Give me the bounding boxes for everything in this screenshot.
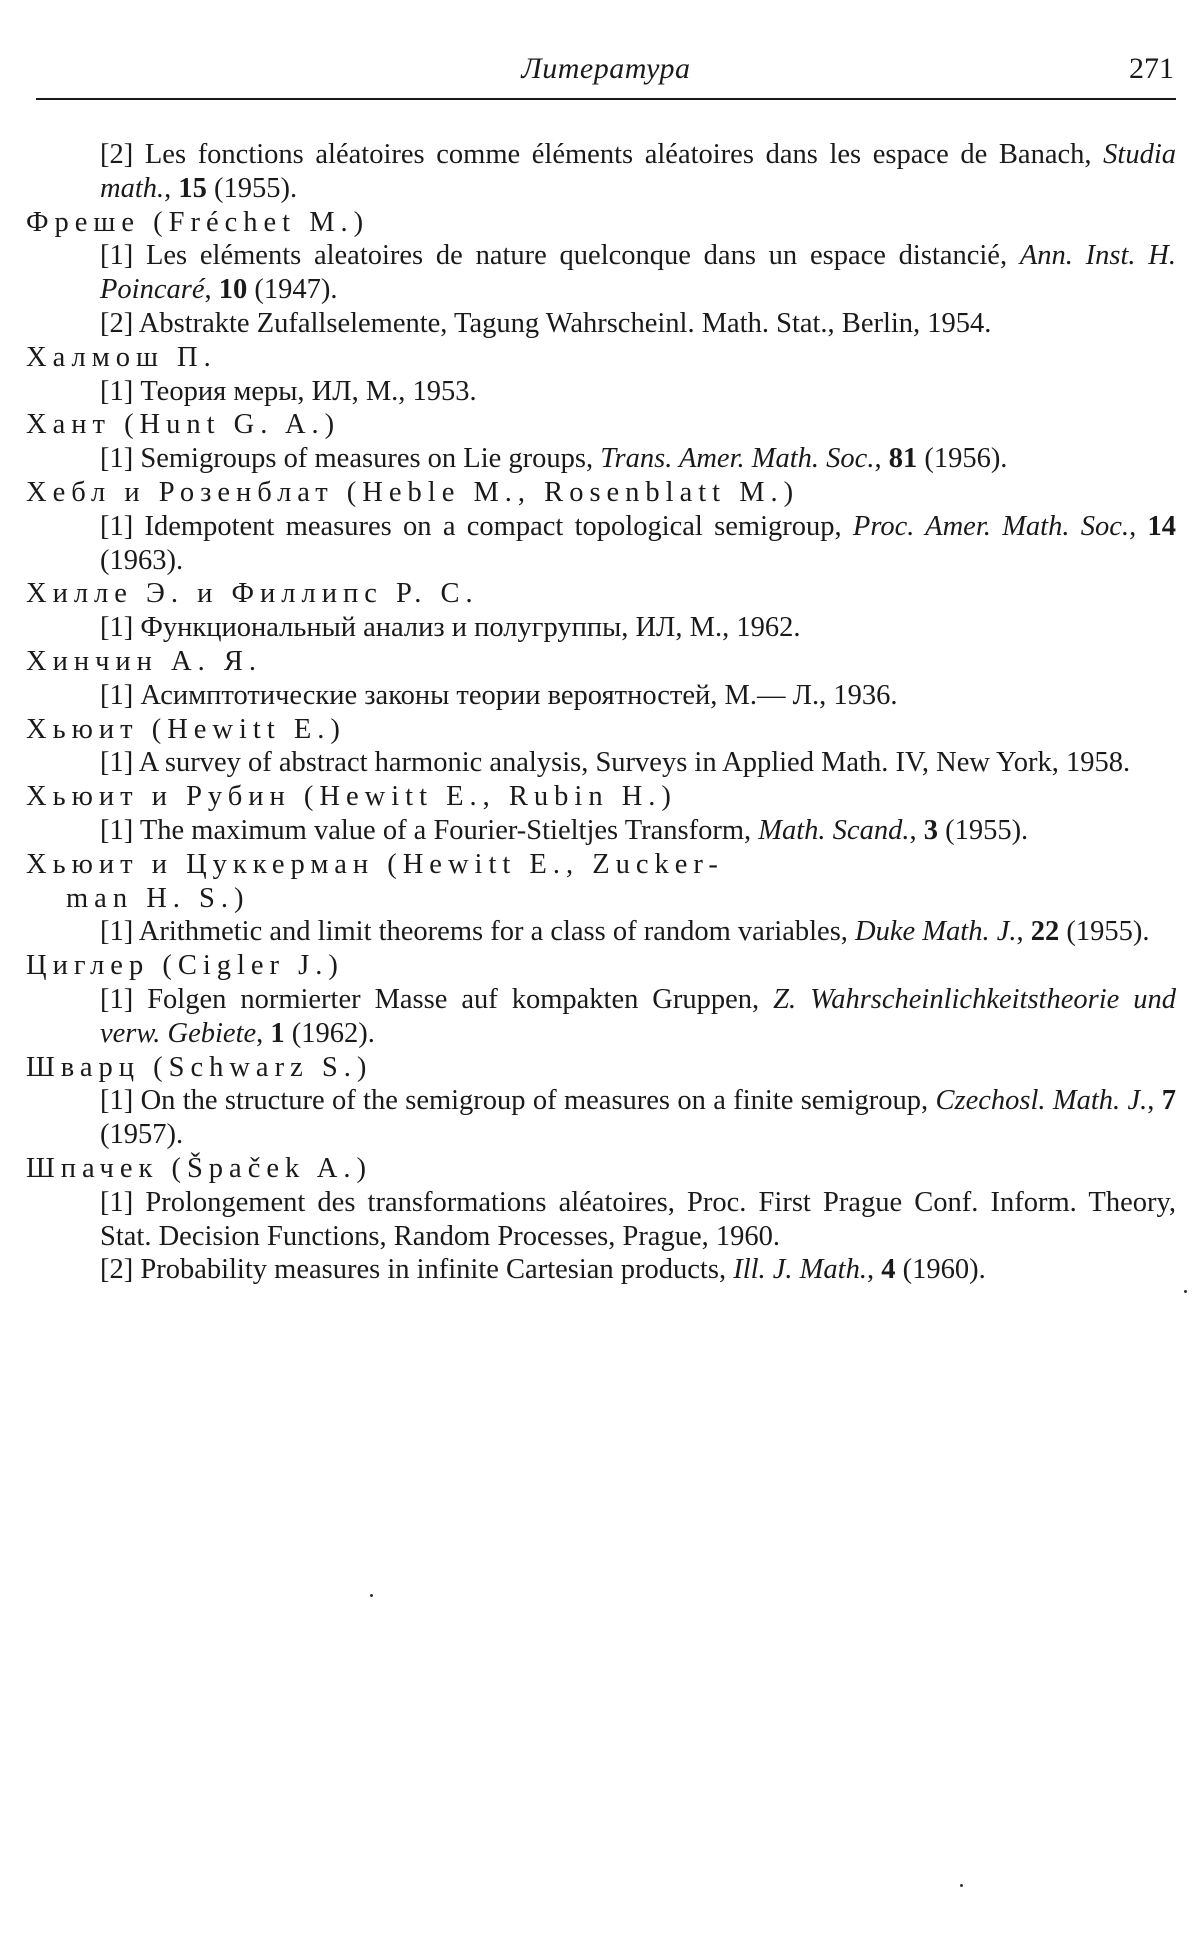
volume-number: 81 (888, 443, 918, 475)
author-heading: Халмош П. (26, 341, 217, 373)
print-speck (370, 1594, 373, 1597)
journal-title: Trans. Amer. Math. Soc. (600, 443, 875, 475)
bibliography-list (26, 138, 1176, 1287)
reference-number: [2] (100, 139, 134, 170)
reference-item (100, 239, 1176, 307)
reference-text: , (1016, 916, 1031, 948)
author-heading: Хьюит и Цуккерман (Hewitt E., Zucker- (26, 848, 724, 880)
author-heading: Шварц (Schwarz S.) (26, 1051, 373, 1083)
reference-text: , (866, 1254, 882, 1286)
volume-number: 7 (1161, 1085, 1177, 1117)
reference-text: Теория меры, ИЛ, М., 1953. (133, 375, 477, 407)
reference-number: [1] (100, 1085, 134, 1117)
volume-number: 1 (270, 1017, 285, 1049)
journal-title: Ill. J. Math. (733, 1254, 867, 1286)
reference-text: (1960). (895, 1254, 986, 1286)
reference-text: A survey of abstract harmonic analysis, Surveys in Applied Math. IV, New York, 1958. (133, 747, 1131, 779)
print-speck (1184, 1290, 1187, 1293)
reference-text: Folgen normierter Masse auf kompakten Gruppen, (133, 983, 774, 1015)
reference-number: [2] (100, 307, 134, 339)
journal-title: Czechosl. Math. J. (935, 1085, 1148, 1117)
reference-text: The maximum value of a Fourier-Stieltjes Transform, (133, 814, 759, 846)
reference-text: (1955). (1059, 916, 1150, 948)
reference-number: [1] (100, 612, 134, 644)
reference-number: [1] (100, 375, 134, 407)
reference-number: [2] (100, 1254, 134, 1286)
reference-item (100, 679, 1176, 713)
author-heading: Хьюит и Рубин (Hewitt E., Rubin H.) (26, 781, 677, 813)
author-heading: Циглер (Cigler J.) (26, 950, 344, 982)
reference-number: [1] (100, 983, 134, 1015)
reference-number: [1] (100, 679, 134, 711)
author-heading: Хьюит (Hewitt E.) (26, 713, 346, 745)
reference-text: Функциональный анализ и полугруппы, ИЛ, М., 1962. (133, 612, 801, 644)
reference-number: [1] (100, 510, 134, 542)
author-heading: Хант (Hunt G. A.) (26, 409, 341, 441)
reference-text: Idempotent measures on a compact topological semigroup, (133, 510, 853, 542)
reference-text: Les fonctions aléatoires comme éléments aléatoires dans les espace de Banach, (133, 139, 1104, 170)
journal-title: Z. Wahrscheinlichkeitstheorie und verw. Gebiete (100, 983, 1176, 1049)
reference-item (100, 510, 1176, 578)
reference-item (100, 611, 1176, 645)
reference-text: (1955). (206, 172, 298, 204)
reference-text: Probability measures in infinite Cartesian products, (133, 1254, 734, 1286)
journal-title: Proc. Amer. Math. Soc. (852, 510, 1130, 542)
reference-text: (1963). (100, 544, 184, 576)
volume-number: 22 (1030, 916, 1060, 948)
volume-number: 15 (178, 172, 207, 204)
volume-number: 14 (1147, 510, 1177, 542)
reference-item (100, 746, 1176, 780)
reference-text: (1955). (937, 814, 1029, 846)
reference-number: [1] (100, 747, 134, 779)
journal-title: Studia math. (100, 139, 1176, 204)
author-heading: Хебл и Розенблат (Heble M., Rosenblatt M.) (26, 476, 800, 508)
reference-item (100, 1084, 1176, 1152)
reference-text: , (204, 274, 219, 306)
reference-text: (1956). (917, 443, 1008, 475)
reference-number: [1] (100, 1186, 134, 1218)
reference-item (100, 375, 1176, 409)
journal-title: Math. Scand. (758, 814, 910, 846)
reference-number: [1] (100, 443, 134, 475)
journal-title: Duke Math. J. (855, 916, 1017, 948)
journal-title: Ann. Inst. H. Poincaré (100, 240, 1176, 306)
reference-number: [1] (100, 240, 134, 272)
reference-text: , (874, 443, 889, 475)
reference-text: Arithmetic and limit theorems for a class of random variables, (133, 916, 856, 948)
reference-text: Abstrakte Zufallselemente, Tagung Wahrscheinl. Math. Stat., Berlin, 1954. (133, 307, 992, 339)
author-heading: Шпачек (Špaček A.) (26, 1152, 373, 1184)
reference-item (100, 915, 1176, 949)
reference-item (100, 442, 1176, 476)
reference-number: [1] (100, 916, 134, 948)
print-speck (960, 1884, 963, 1887)
author-heading: Фреше (Fréchet M.) (26, 206, 370, 238)
volume-number: 3 (923, 814, 938, 846)
reference-text: , (909, 814, 924, 846)
reference-item (100, 983, 1176, 1051)
reference-item (100, 1186, 1176, 1254)
page-number: 271 (1129, 52, 1174, 85)
reference-text: Semigroups of measures on Lie groups, (133, 443, 601, 475)
reference-text: , (164, 172, 179, 204)
reference-item (100, 1253, 1176, 1287)
author-heading-continuation: man H. S.) (66, 882, 250, 914)
author-heading: Хилле Э. и Филлипс Р. С. (26, 578, 479, 610)
volume-number: 10 (218, 274, 248, 306)
reference-text: On the structure of the semigroup of measures on a finite semigroup, (133, 1085, 936, 1117)
reference-item (100, 307, 1176, 341)
reference-text: Prolongement des transformations aléatoires, Proc. First Prague Conf. Inform. Theory, Stat. Decision Functions, Random Processes, Prague, 1960. (100, 1186, 1176, 1252)
author-heading: Хинчин А. Я. (26, 645, 263, 677)
running-title: Литература (521, 52, 691, 85)
reference-item (100, 814, 1176, 848)
reference-text: Les eléments aleatoires de nature quelconque dans un espace distancié, (133, 240, 1020, 272)
reference-text: (1962). (284, 1017, 375, 1049)
reference-text: , (256, 1017, 271, 1049)
reference-text: Асимптотические законы теории вероятностей, М.— Л., 1936. (133, 679, 898, 711)
reference-number: [1] (100, 814, 134, 846)
reference-text: (1947). (247, 274, 338, 306)
reference-text: , (1129, 510, 1148, 542)
volume-number: 4 (881, 1254, 896, 1286)
reference-text: (1957). (100, 1119, 184, 1151)
reference-item (100, 138, 1176, 206)
reference-text: , (1147, 1085, 1162, 1117)
page-header (36, 50, 1176, 100)
